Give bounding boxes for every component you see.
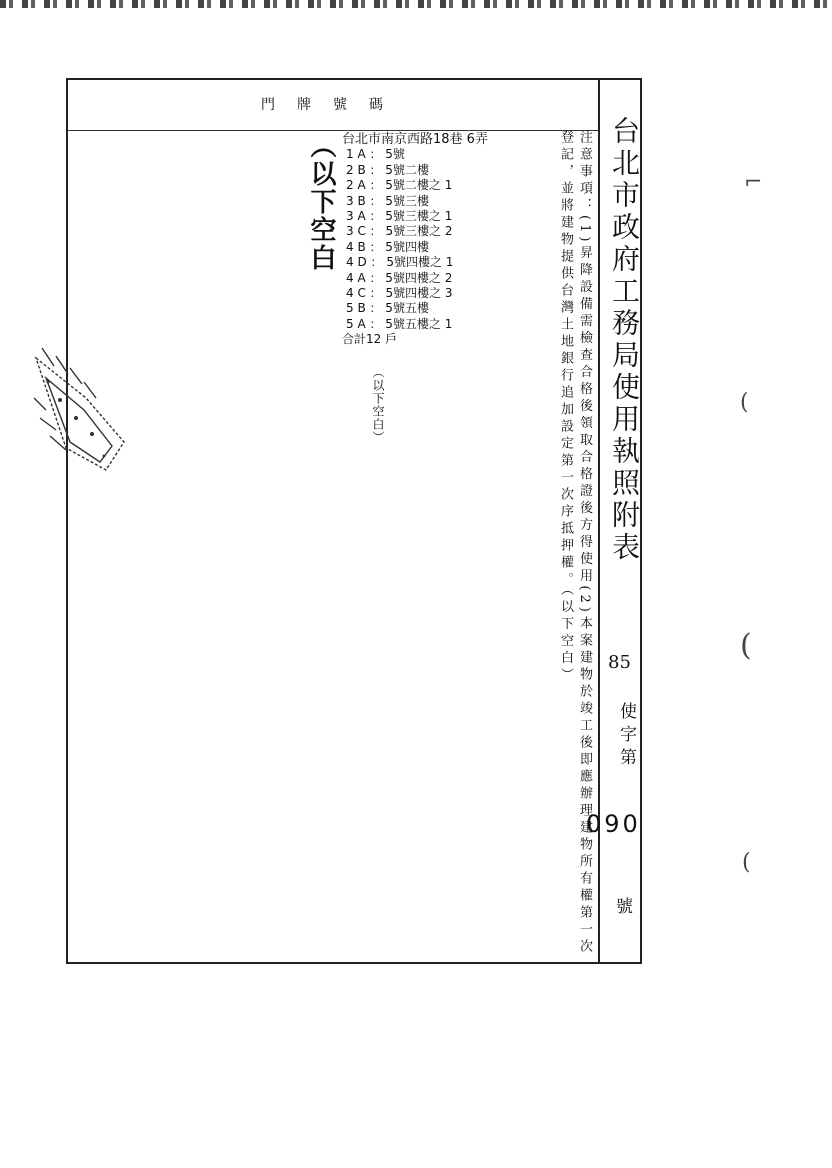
margin-mark: ( (740, 390, 749, 415)
address-entry: 1 A ： 5號 (346, 147, 405, 162)
address-entry: 3 B ： 5號三樓 (346, 193, 429, 208)
notes-vertical: 注意事項：(1)昇降設備需檢查合格後領取合格證後方得使用(2)本案建物於竣工後即應辦理建物所有權第一次登記，並將建物提供台灣土地銀行追加設定第一次序抵押權。（以下空白） (558, 130, 592, 956)
address-entry: 2 A ： 5號二樓之 1 (346, 178, 453, 193)
permit-year: 85 (608, 652, 631, 673)
blank-note-small: （以下空白） (371, 366, 385, 444)
form-title: 台北市政府工務局使用執照附表 (608, 116, 641, 564)
header-divider (68, 130, 598, 131)
permit-prefix: 使字第 (616, 702, 636, 771)
permit-attachment-form (66, 78, 642, 964)
seal-stamp-icon (26, 338, 136, 488)
address-entry: 3 C ： 5號三樓之 2 (346, 224, 453, 239)
permit-number: 090 (586, 810, 641, 838)
address-entry: 3 A ： 5號三樓之 1 (346, 209, 453, 224)
blank-note-large: （以下空白 (306, 132, 336, 272)
address-entry: 5 A ： 5號五樓之 1 (346, 316, 453, 331)
house-number-header: 門牌號碼 (261, 97, 405, 113)
address-entry: 4 D ： 5號四樓之 1 (346, 255, 454, 270)
permit-suffix: 號 (616, 897, 633, 917)
address-entry: 4 B ： 5號四樓 (346, 239, 429, 254)
margin-mark: ( (740, 628, 752, 663)
address-entry: 2 B ： 5號二樓 (346, 162, 429, 177)
margin-mark: ⌐ (744, 170, 763, 195)
address-entry: 4 C ： 5號四樓之 3 (346, 286, 453, 301)
address-street: 台北市南京西路18巷 6弄 (342, 132, 488, 147)
scan-edge-artifact (0, 0, 832, 8)
address-entry: 5 B ： 5號五樓 (346, 301, 429, 316)
address-list (342, 132, 488, 348)
address-entry: 4 A ： 5號四樓之 2 (346, 270, 453, 285)
margin-mark: ( (742, 850, 751, 875)
address-total: 合計12 戶 (342, 332, 398, 347)
